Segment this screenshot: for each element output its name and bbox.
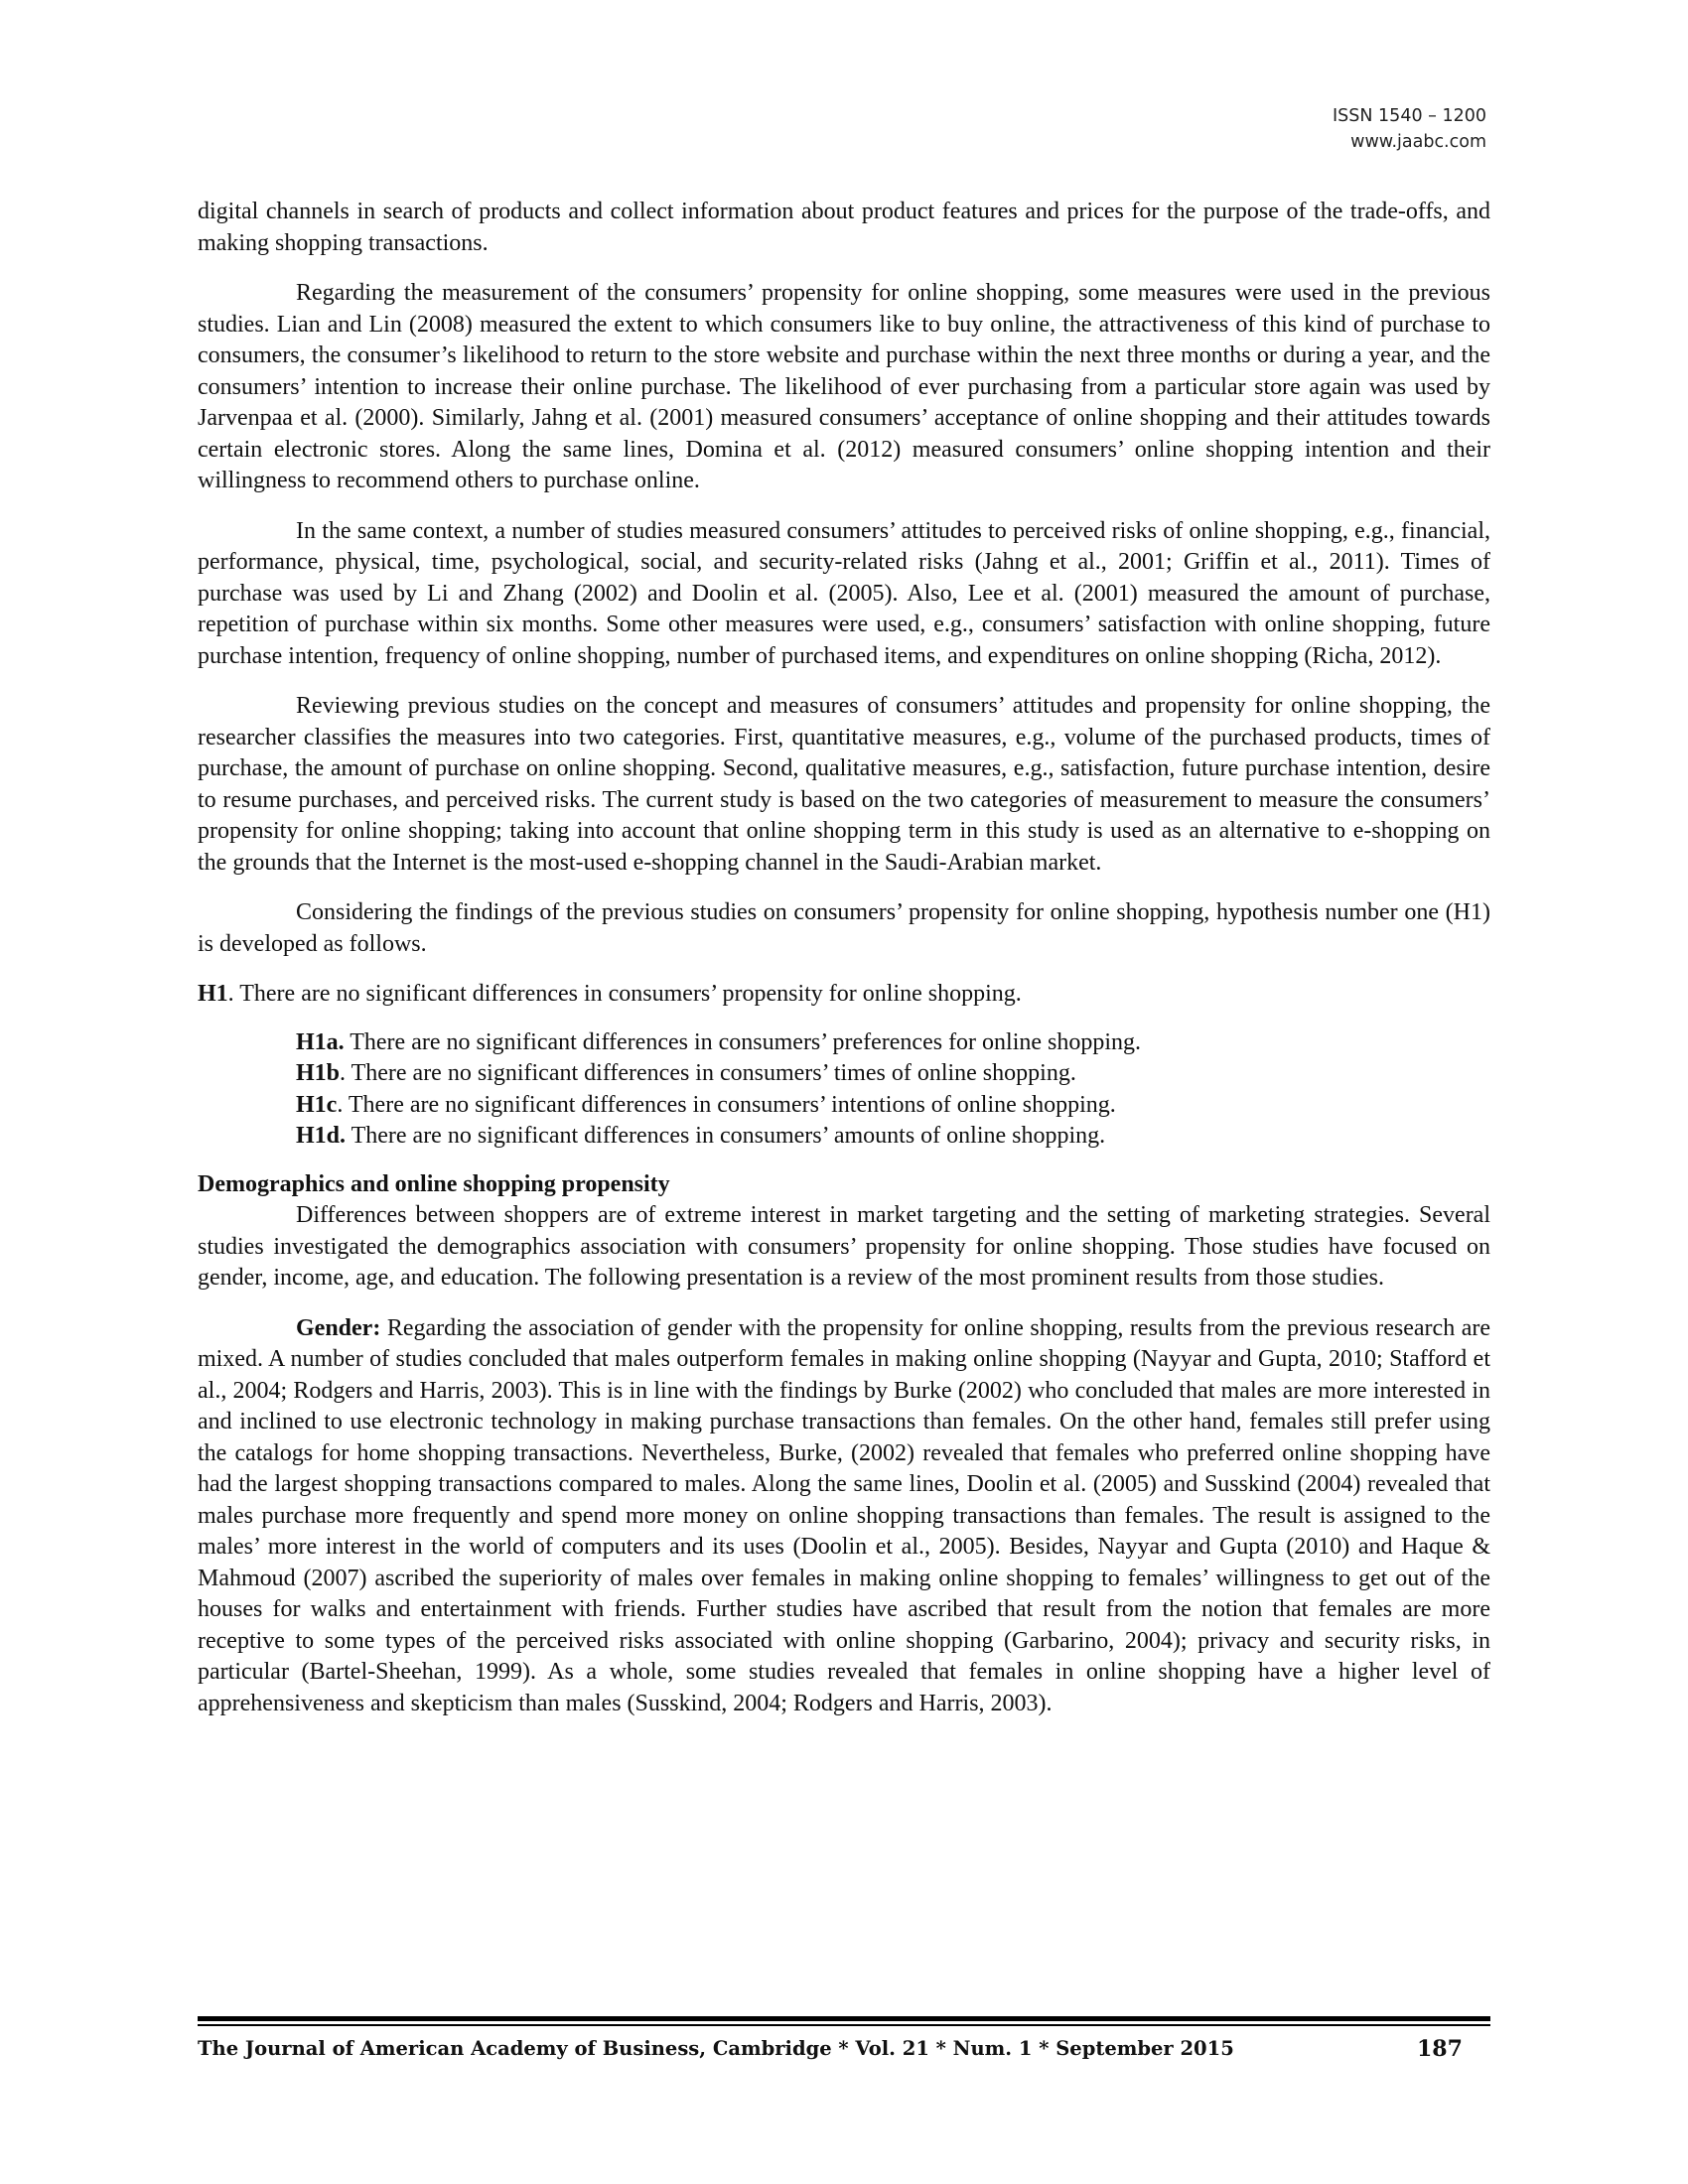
website-label: www.jaabc.com — [1350, 132, 1486, 152]
issn-label: ISSN 1540 – 1200 — [1333, 106, 1486, 126]
paragraph-gender — [198, 1313, 1490, 1720]
page-header — [1333, 103, 1486, 155]
hypothesis-text: . There are no significant differences in consumers’ times of online shopping. — [340, 1060, 1076, 1086]
sub-hypotheses — [198, 1027, 1490, 1153]
body-text — [198, 197, 1490, 1719]
hypothesis-h1c — [296, 1090, 1490, 1122]
paragraph: Differences between shoppers are of extreme interest in market targeting and the setting of marketing strategies. Several studies investigated the demographics association with consumers’ propensity for online shopping. Those studies have focused on gender, income, age, and education. The following presentation is a review of the most prominent results from those studies. — [198, 1202, 1490, 1291]
paragraph: In the same context, a number of studies measured consumers’ attitudes to perceived risks of online shopping, e.g., financial, performance, physical, time, psychological, social, and security-related risks (Jahng et al., 2001; Griffin et al., 2011). Times of purchase was used by Li and Zhang (2002) and Doolin et al. (2005). Also, Lee et al. (2001) measured the amount of purchase, repetition of purchase within six months. Some other measures were used, e.g., consumers’ satisfaction with online shopping, future purchase intention, frequency of online shopping, number of purchased items, and expenditures on online shopping (Richa, 2012). — [198, 517, 1490, 669]
hypothesis-h1b — [296, 1058, 1490, 1090]
hypothesis-text: . There are no significant differences in consumers’ propensity for online shopping. — [227, 981, 1022, 1007]
hypothesis-h1d — [296, 1121, 1490, 1153]
paragraph: Reviewing previous studies on the concept and measures of consumers’ attitudes and propensity for online shopping, the researcher classifies the measures into two categories. First, quantitative measures, e.g., volume of the purchased products, times of purchase, the amount of purchase on online shopping. Second, qualitative measures, e.g., satisfaction, future purchase intention, desire to resume purchases, and perceived risks. The current study is based on the two categories of measurement to measure the consumers’ propensity for online shopping; taking into account that online shopping term in this study is used as an alternative to e-shopping on the grounds that the Internet is the most-used e-shopping channel in the Saudi-Arabian market. — [198, 693, 1490, 876]
hypothesis-label: H1 — [198, 981, 228, 1007]
page-number: 187 — [1417, 2036, 1463, 2062]
hypothesis-label: H1c — [296, 1091, 338, 1118]
hypothesis-label: H1b — [296, 1060, 341, 1086]
paragraph: digital channels in search of products and collect information about product features and prices for the purpose of the trade-offs, and making shopping transactions. — [198, 199, 1490, 256]
paragraph: Regarding the measurement of the consumers’ propensity for online shopping, some measures were used in the previous studies. Lian and Lin (2008) measured the extent to which consumers like to buy online, the attractiveness of this kind of purchase to consumers, the consumer’s likelihood to return to the store website and purchase within the next three months or during a year, and the consumers’ intention to increase their online purchase. The likelihood of ever purchasing from a particular store again was used by Jarvenpaa et al. (2000). Similarly, Jahng et al. (2001) measured consumers’ acceptance of online shopping and their attitudes towards certain electronic stores. Along the same lines, Domina et al. (2012) measured consumers’ online shopping intention and their willingness to recommend others to purchase online. — [198, 280, 1490, 493]
hypothesis-h1 — [198, 979, 1490, 1011]
journal-citation: The Journal of American Academy of Business, Cambridge * Vol. 21 * Num. 1 * September 2015 — [198, 2037, 1234, 2060]
paragraph: Considering the findings of the previous studies on consumers’ propensity for online shopping, hypothesis number one (H1) is developed as follows. — [198, 899, 1490, 957]
hypothesis-h1a — [296, 1027, 1490, 1059]
hypothesis-text: . There are no significant differences in consumers’ intentions of online shopping. — [337, 1091, 1116, 1118]
hypothesis-label: H1d. — [296, 1123, 347, 1149]
footer-rule — [198, 2016, 1490, 2021]
section-heading: Demographics and online shopping propensity — [198, 1170, 670, 1197]
gender-text: Regarding the association of gender with the propensity for online shopping, results from the previous research are mixed. A number of studies concluded that males outperform females in making online shopping (Nayyar and Gupta, 2010; Stafford et al., 2004; Rodgers and Harris, 2003). This is in line with the findings by Burke (2002) who concluded that males are more interested in and inclined to use electronic technology in making purchase transactions than females. On the other hand, females still prefer using the catalogs for home shopping transactions. Nevertheless, Burke, (2002) revealed that females who preferred online shopping have had the largest shopping transactions compared to males. Along the same lines, Doolin et al. (2005) and Susskind (2004) revealed that males purchase more frequently and spend more money on online shopping transactions than females. The result is assigned to the males’ more interest in the world of computers and its uses (Doolin et al., 2005). Besides, Nayyar and Gupta (2010) and Haque & Mahmoud (2007) ascribed the superiority of males over females in making online shopping to females’ willingness to get out of the houses for walks and entertainment with friends. Further studies have ascribed that result from the notion that females are more receptive to some types of the perceived risks associated with online shopping (Garbarino, 2004); privacy and security risks, in particular (Bartel-Sheehan, 1999). As a whole, some studies revealed that females in online shopping have a higher level of apprehensiveness and skepticism than males (Susskind, 2004; Rodgers and Harris, 2003). — [198, 1314, 1490, 1716]
gender-label: Gender: — [296, 1314, 381, 1341]
hypothesis-text: There are no significant differences in consumers’ amounts of online shopping. — [346, 1123, 1106, 1149]
footer-rule-thin — [198, 2024, 1490, 2026]
hypothesis-text: There are no significant differences in consumers’ preferences for online shopping. — [344, 1028, 1142, 1055]
hypothesis-label: H1a. — [296, 1028, 345, 1055]
